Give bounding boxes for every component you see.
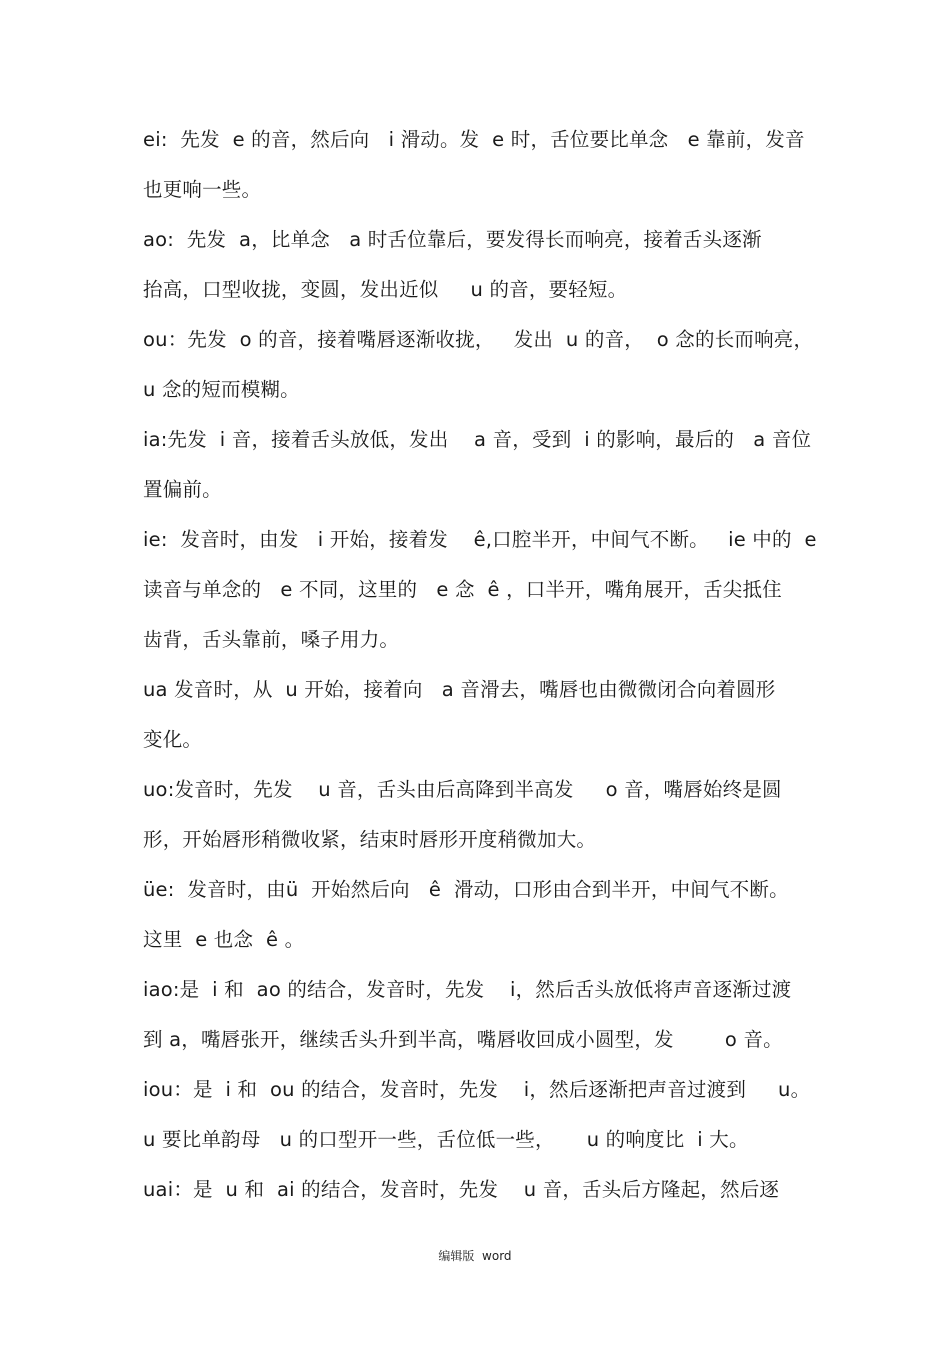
text-line: 齿背，舌头靠前，嗓子用力。	[143, 628, 400, 651]
text-line: 也更响一些。	[143, 178, 262, 201]
text-line: u 念的短而模糊。	[143, 378, 300, 401]
text-line: 变化。	[143, 728, 203, 751]
text-line: iou：是 i 和 ou 的结合，发音时，先发 i，然后逐渐把声音过渡到 u。	[143, 1078, 811, 1101]
text-line: ou：先发 o 的音，接着嘴唇逐渐收拢， 发出 u 的音， o 念的长而响亮，	[143, 328, 814, 351]
text-line: 置偏前。	[143, 478, 222, 501]
text-line: ie: 发音时，由发 i 开始，接着发 ê,口腔半开，中间气不断。 ie 中的 e	[143, 528, 817, 551]
text-line: ao: 先发 a，比单念 a 时舌位靠后，要发得长而响亮，接着舌头逐渐	[143, 228, 762, 251]
text-line: uo:发音时，先发 u 音，舌头由后高降到半高发 o 音，嘴唇始终是圆	[143, 778, 782, 801]
page-footer: 编辑版 word	[438, 1249, 512, 1263]
text-line: uai：是 u 和 ai 的结合，发音时，先发 u 音，舌头后方隆起，然后逐	[143, 1178, 780, 1201]
text-line: ua 发音时，从 u 开始，接着向 a 音滑去，嘴唇也由微微闭合向着圆形	[143, 678, 776, 701]
text-line: üe: 发音时，由ü 开始然后向 ê 滑动，口形由合到半开，中间气不断。	[143, 878, 789, 901]
text-line: ia:先发 i 音，接着舌头放低，发出 a 音，受到 i 的影响，最后的 a 音位	[143, 428, 812, 451]
text-line: 抬高，口型收拢，变圆，发出近似 u 的音，要轻短。	[143, 278, 628, 301]
text-line: u 要比单韵母 u 的口型开一些，舌位低一些， u 的响度比 i 大。	[143, 1128, 749, 1151]
text-line: 到 a，嘴唇张开，继续舌头升到半高，嘴唇收回成小圆型，发 o 音。	[143, 1028, 783, 1051]
text-line: 这里 e 也念 ê 。	[143, 928, 305, 951]
text-line: 读音与单念的 e 不同，这里的 e 念 ê ，口半开，嘴角展开，舌尖抵住	[143, 578, 782, 601]
text-line: iao:是 i 和 ao 的结合，发音时，先发 i，然后舌头放低将声音逐渐过渡	[143, 978, 792, 1001]
text-body	[143, 121, 823, 1221]
text-line: 形，开始唇形稍微收紧，结束时唇形开度稍微加大。	[143, 828, 597, 851]
text-line: ei: 先发 e 的音，然后向 i 滑动。发 e 时，舌位要比单念 e 靠前，发音	[143, 128, 805, 151]
